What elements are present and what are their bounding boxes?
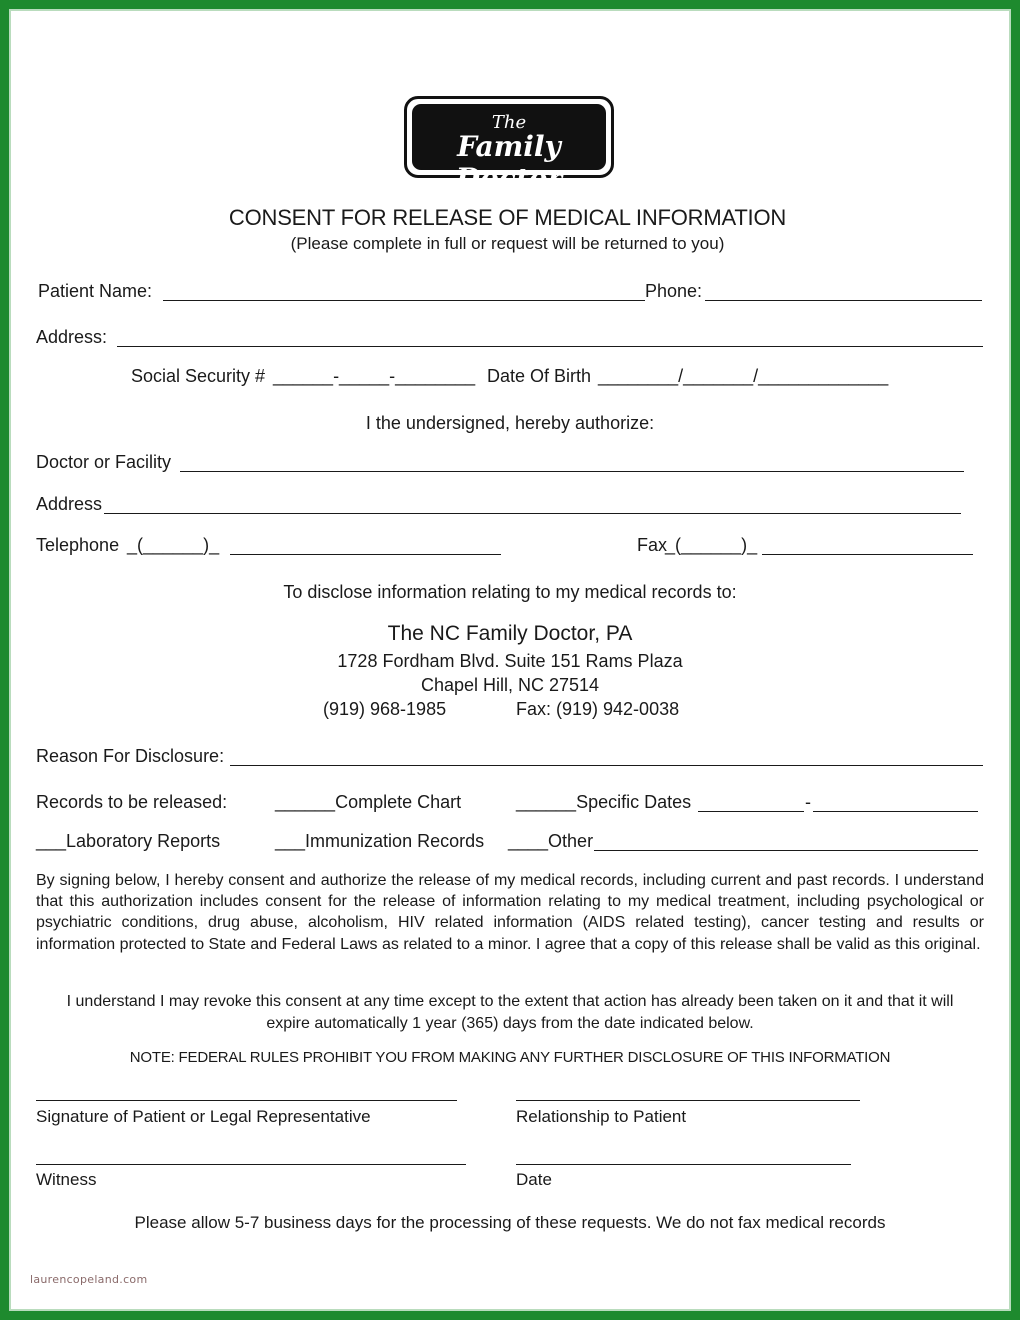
form-title: CONSENT FOR RELEASE OF MEDICAL INFORMATION [228,205,787,230]
reason-field[interactable] [230,765,983,766]
reason-label: Reason For Disclosure: [36,746,225,766]
recipient-city: Chapel Hill, NC 27514 [420,675,600,695]
recipient-phone: (919) 968-1985 [323,699,447,719]
witness-label: Witness [36,1170,97,1189]
date-label: Date [516,1170,552,1189]
fax-field[interactable] [762,554,973,555]
dob-field[interactable]: ________/_______/_____________ [598,366,889,386]
patient-address-label: Address: [36,327,108,347]
federal-note: NOTE: FEDERAL RULES PROHIBIT YOU FROM MAKING ANY FURTHER DISCLOSURE OF THIS INFORMATION [129,1049,891,1066]
ssn-label: Social Security # [131,366,266,386]
dob-label: Date Of Birth [487,366,592,386]
complete-chart-option[interactable]: ______Complete Chart [275,792,462,812]
revoke-paragraph: I understand I may revoke this consent at any time except to the extent that action has already been taken on it and that it will expire automatically 1 year (365) days from the date indicated below. [66,993,954,1032]
facility-address-field[interactable] [104,513,961,514]
facility-address-label: Address [36,494,103,514]
watermark: laurencopeland.com [30,1273,148,1286]
patient-signature-label: Signature of Patient or Legal Representative [36,1107,371,1126]
patient-name-label: Patient Name: [38,281,153,301]
relationship-label: Relationship to Patient [516,1107,687,1126]
phone-label: Phone: [645,281,703,301]
other-field[interactable] [594,850,978,851]
telephone-field[interactable] [230,554,501,555]
specific-dates-option[interactable]: ______Specific Dates [516,792,692,812]
doctor-facility-label: Doctor or Facility [36,452,172,472]
date-range-dash: - [805,792,811,812]
logo-line-1: The [491,112,527,133]
consent-paragraph: By signing below, I hereby consent and authorize the release of my medical records, including current and past records. I understand that this authorization includes consent for the release of information relating to my medical treatment, including psychological or psychiatric conditions, drug abuse, alcoholism, HIV related information (AIDS related testing), cancer testing and results or information protected to State and Federal Laws as related to a minor. I agree that a copy of this release shall be valid as this original. [36,872,984,953]
lab-reports-option[interactable]: ___Laboratory Reports [36,831,221,851]
logo-line-2: Family Doctor [455,130,563,195]
recipient-name: The NC Family Doctor, PA [387,622,633,645]
authorize-text: I the undersigned, hereby authorize: [365,413,655,433]
telephone-label: Telephone [36,535,120,555]
ssn-field[interactable]: ______-_____-________ [273,366,476,386]
recipient-street: 1728 Fordham Blvd. Suite 151 Rams Plaza [337,651,683,671]
date-field[interactable] [516,1164,851,1165]
phone-field[interactable] [705,300,982,301]
other-option[interactable]: ____Other [508,831,594,851]
fax-area-code[interactable]: _(______)_ [665,535,758,555]
specific-date-end-field[interactable] [813,811,978,812]
family-doctor-logo [404,96,614,195]
doctor-facility-field[interactable] [180,471,964,472]
processing-footer: Please allow 5-7 business days for the processing of these requests. We do not fax medical records [134,1213,886,1232]
relationship-field[interactable] [516,1100,860,1101]
recipient-fax: Fax: (919) 942-0038 [516,699,680,719]
specific-date-start-field[interactable] [698,811,804,812]
records-label: Records to be released: [36,792,228,812]
telephone-area-code[interactable]: _(______)_ [127,535,220,555]
fax-label: Fax [637,535,668,555]
witness-field[interactable] [36,1164,466,1165]
form-subtitle: (Please complete in full or request will be returned to you) [290,234,725,253]
disclose-text: To disclose information relating to my medical records to: [283,582,737,602]
patient-name-field[interactable] [163,300,645,301]
patient-address-field[interactable] [117,346,983,347]
patient-signature-field[interactable] [36,1100,457,1101]
immunization-records-option[interactable]: ___Immunization Records [275,831,485,851]
logo-plate [412,104,606,195]
